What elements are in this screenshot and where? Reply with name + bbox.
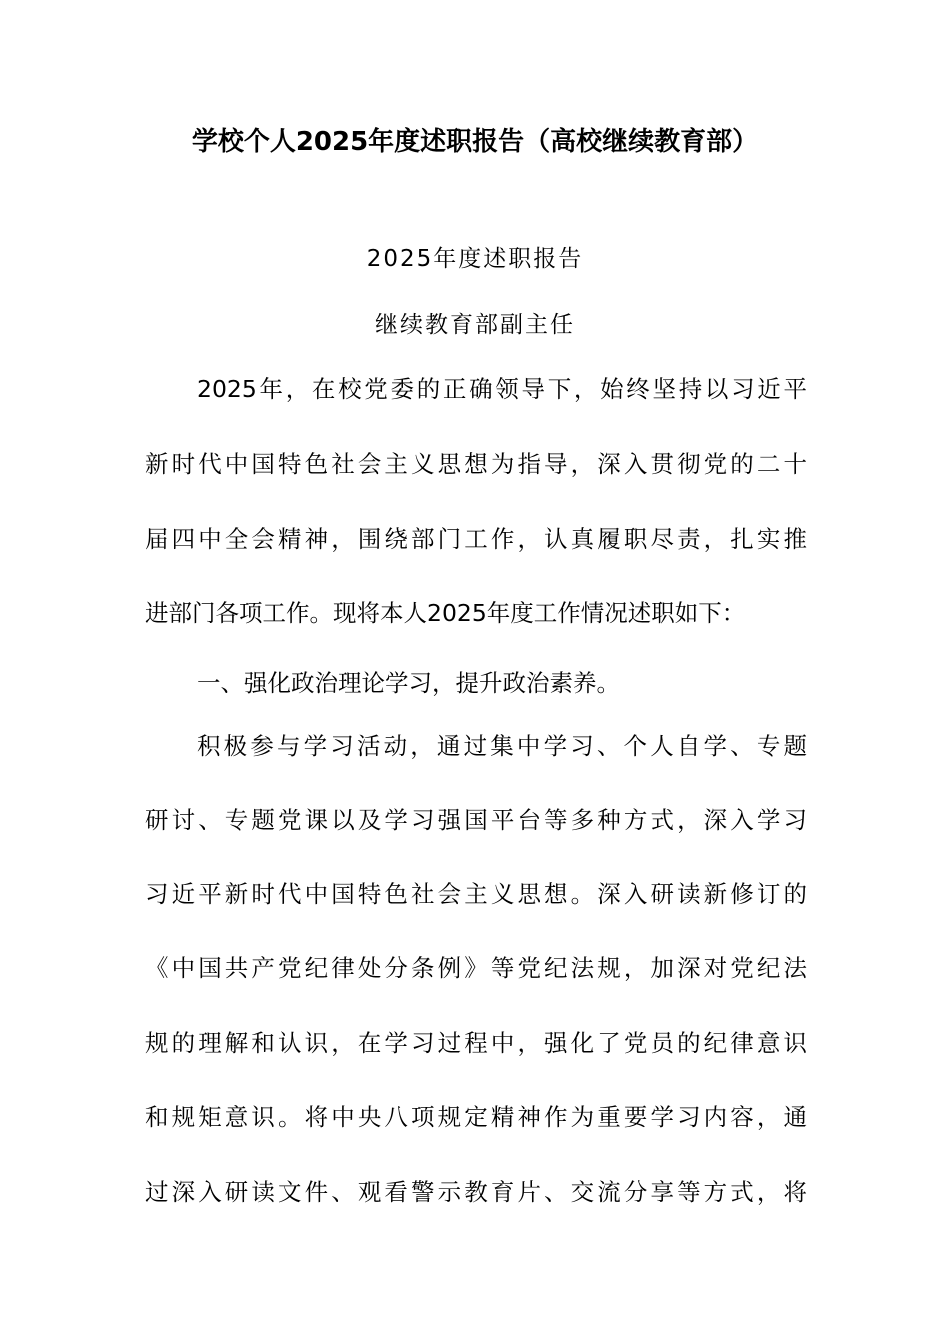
- report-subtitle: 2025年度述职报告: [366, 246, 584, 272]
- paragraph-line: 过深入研读文件、观看警示教育片、交流分享等方式，将: [145, 1178, 807, 1206]
- paragraph-line: 届四中全会精神，围绕部门工作，认真履职尽责，扎实推: [145, 525, 807, 553]
- paragraph-line: 积极参与学习活动，通过集中学习、个人自学、专题: [197, 732, 807, 760]
- paragraph-line: 新时代中国特色社会主义思想为指导，深入贯彻党的二十: [145, 450, 807, 478]
- document-title: 学校个人2025年度述职报告（高校继续教育部）: [191, 127, 759, 157]
- paragraph-line: 研讨、专题党课以及学习强国平台等多种方式，深入学习: [145, 806, 807, 834]
- paragraph-line: 和规矩意识。将中央八项规定精神作为重要学习内容，通: [145, 1103, 807, 1131]
- paragraph-line: 习近平新时代中国特色社会主义思想。深入研读新修订的: [145, 880, 807, 908]
- author-position: 继续教育部副主任: [375, 312, 575, 338]
- paragraph-line: 《中国共产党纪律处分条例》等党纪法规，加深对党纪法: [145, 954, 807, 982]
- paragraph-line: 进部门各项工作。现将本人2025年度工作情况述职如下：: [145, 599, 746, 627]
- section-heading: 一、强化政治理论学习，提升政治素养。: [197, 669, 620, 697]
- paragraph-line: 2025年，在校党委的正确领导下，始终坚持以习近平: [197, 375, 807, 403]
- paragraph-line: 规的理解和认识，在学习过程中，强化了党员的纪律意识: [145, 1029, 807, 1057]
